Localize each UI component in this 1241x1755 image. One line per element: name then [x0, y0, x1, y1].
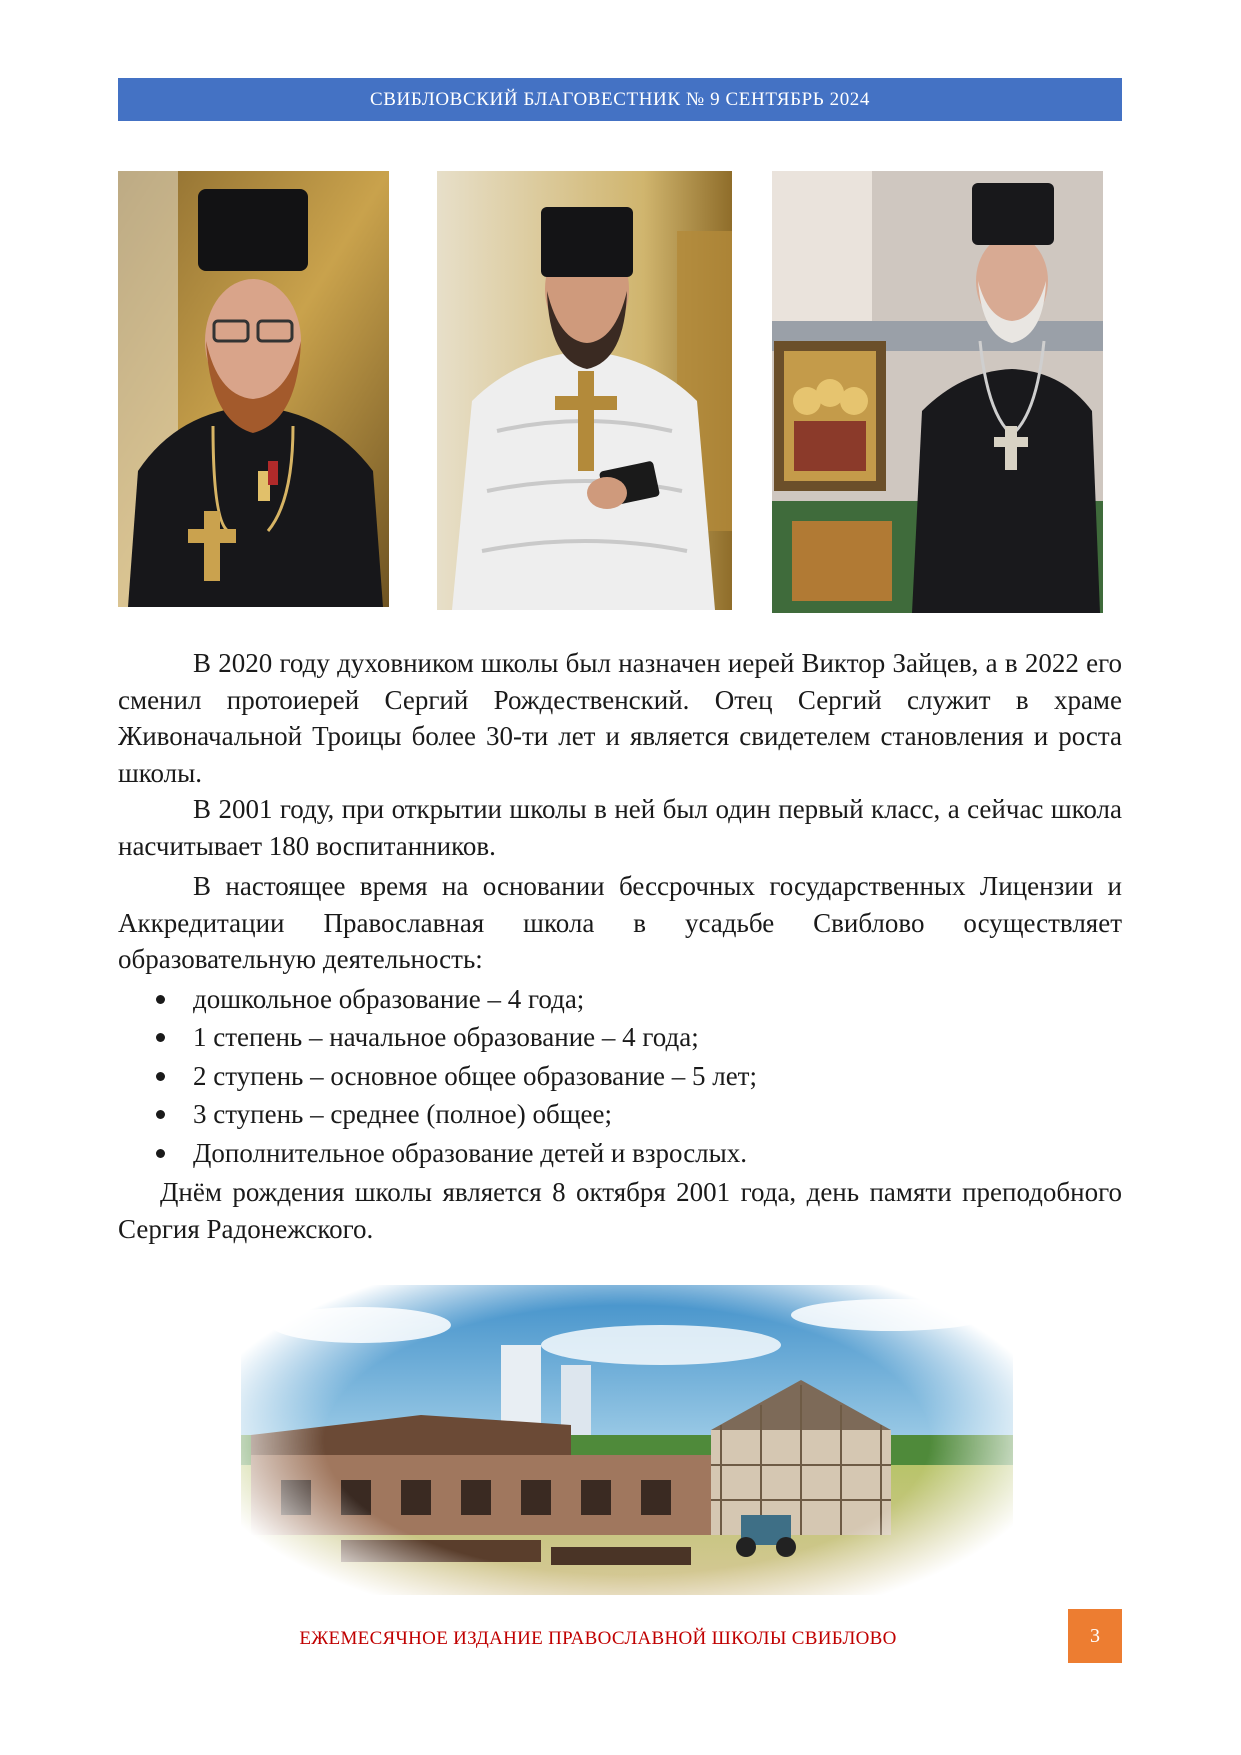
page-number-box [1068, 1609, 1122, 1663]
list-item-text: Дополнительное образование детей и взрослых. [193, 1137, 748, 1168]
priest-portrait-white-vestments [437, 171, 732, 610]
list-item-text: 2 ступень – основное общее образование – 5 лет; [193, 1060, 757, 1091]
bullet-icon [156, 995, 165, 1004]
list-item [118, 1134, 1122, 1173]
article-paragraph: В 2001 году, при открытии школы в ней был один первый класс, а сейчас школа насчитывает 180 воспитанников. [118, 794, 1122, 861]
article-body [118, 645, 1122, 1247]
publication-footer: ЕЖЕМЕСЯЧНОЕ ИЗДАНИЕ ПРАВОСЛАВНОЙ ШКОЛЫ СВИБЛОВО [299, 1628, 897, 1649]
list-item-text: 3 ступень – среднее (полное) общее; [193, 1099, 612, 1129]
bullet-icon [156, 1033, 165, 1042]
bullet-icon [156, 1149, 165, 1158]
list-item [118, 1057, 1122, 1096]
article-paragraph: В 2020 году духовником школы был назначен иерей Виктор Зайцев, а в 2022 его сменил протоиерей Сергий Рождественский. Отец Сергий служит в храме Живоначальной Троицы более 30-ти лет и является свидетелем становления и роста школы. [118, 648, 1122, 788]
priest-portrait-with-icon [772, 171, 1103, 613]
bullet-icon [156, 1072, 165, 1081]
page-number: 3 [1090, 1624, 1100, 1647]
header-band [118, 78, 1122, 121]
list-item-text: дошкольное образование – 4 года; [193, 983, 585, 1014]
article-closing: Днём рождения школы является 8 октября 2001 года, день памяти преподобного Сергия Радонежского. [118, 1177, 1122, 1244]
school-building-restoration-photo [241, 1285, 1013, 1595]
newsletter-title: СВИБЛОВСКИЙ БЛАГОВЕСТНИК № 9 СЕНТЯБРЬ 2024 [369, 88, 871, 110]
bullet-icon [156, 1110, 165, 1119]
education-levels-list [118, 980, 1122, 1173]
article-paragraph: В настоящее время на основании бессрочных государственных Лицензии и Аккредитации Православная школа в усадьбе Свиблово осуществляет образовательную деятельность: [118, 871, 1122, 974]
list-item [118, 1095, 1122, 1134]
list-item-text: 1 степень – начальное образование – 4 года; [193, 1022, 699, 1052]
priest-portrait-black-cassock [118, 171, 389, 607]
list-item [118, 1018, 1122, 1057]
list-item [118, 980, 1122, 1019]
